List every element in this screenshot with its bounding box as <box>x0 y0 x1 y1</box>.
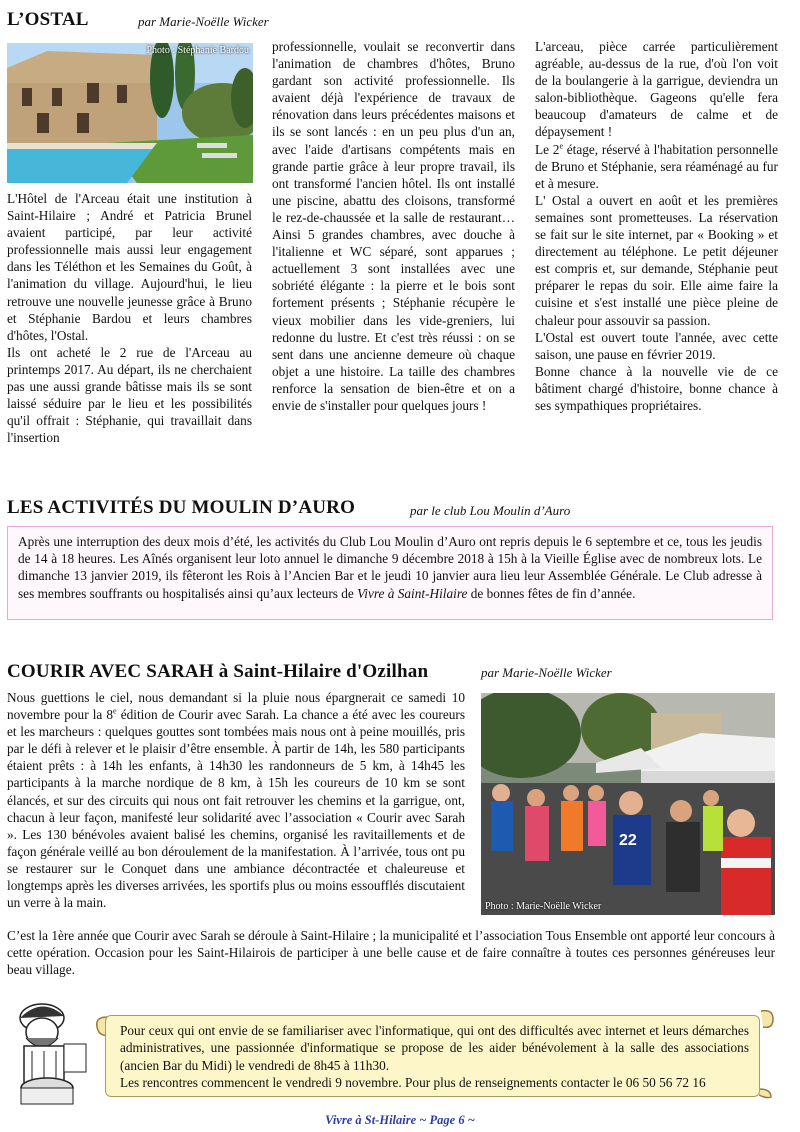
ostal-col3-para5: Bonne chance à la nouvelle vie de ce bâtiment chargé d'histoire, bonne chance à ses sympathiques propriétaires. <box>535 363 778 413</box>
ostal-col3-para2: Le 2e étage, réservé à l'habitation personnelle de Bruno et Stéphanie, sera réaménagé au fur et à mesure. <box>535 141 778 191</box>
moulin-text-italic: Vivre à Saint-Hilaire <box>357 585 468 601</box>
moulin-title: LES ACTIVITÉS DU MOULIN D’AURO <box>7 497 356 518</box>
notice-scroll <box>95 1007 775 1099</box>
notice-text-2: Les rencontres commencent le vendredi 9 novembre. Pour plus de renseignements contacter le 06 50 56 72 16 <box>120 1074 706 1090</box>
ostal-column-1 <box>7 190 252 446</box>
sarah-title: COURIR AVEC SARAH à Saint-Hilaire d'Ozilhan <box>7 661 429 682</box>
sarah-byline: par Marie-Noëlle Wicker <box>481 665 612 680</box>
ostal-col3-para4: L'Ostal est ouvert toute l'année, avec cette saison, une pause en février 2019. <box>535 329 778 362</box>
moulin-text: Après une interruption des deux mois d’été, les activités du Club Lou Moulin d’Auro ont repris depuis le 6 septembre et ce, tous les jeudis de 14 à 18 heures. Les Aînés organisent leur loto annuel le dimanche 9 décembre 2018 à 15h à la Vieille Église avec de nombreux lots. Le dimanche 13 janvier 2019, ils fêteront les Rois à l’Ancien Bar et le jeudi 10 janvier aura lieu leur Assemblée Générale. Le Club adresse à ses membres souffrants ou hospitalisés ainsi qu’aux lecteurs de <box>18 534 762 601</box>
sarah-para2: C’est la 1ère année que Courir avec Sarah se déroule à Saint-Hilaire ; la municipalité et l’association Tous Ensemble ont apporté leur concours à cette opération. Occasion pour les Saint-Hilairois de participer à une belle cause et de faire connaître à toutes ces personnes généreuses leur beau village. <box>7 928 775 978</box>
ostal-col2-text: professionnelle, voulait se reconvertir dans l'animation de chambres d'hôtes, Bruno gardant son activité professionnelle. Ils avaient déjà l'expérience de travaux de rénovation dans leurs précédentes maisons et ils se sont lancés : en un peu plus d'un an, avec l'aide d'artisans compétents mais en grande partie grâce à leur propre travail, ils ont transformé l'ancien hôtel. Ils ont installé une piscine, abattu des cloisons, transformé le rez-de-chaussée et la salle de restaurant… Ainsi 5 grandes chambres, avec douche à l'italienne et WC séparé, sont apparues ; actuellement 3 sont installées avec une sobriété élégante : la pierre et le bois sont fortement présents ; Stéphanie récupère le vieux mobilier dans les vide-greniers, lui redonne du lustre. Et c'est très réussi : on se sent dans une ancienne demeure où chaque objet a une histoire. La taille des chambres renforce la sensation de bien-être et on a envie de s'installer pour quelques jours ! <box>272 39 515 413</box>
moulin-box <box>7 526 773 620</box>
page-footer: Vivre à St-Hilaire ~ Page 6 ~ <box>325 1113 475 1127</box>
ostal-photo <box>7 43 253 183</box>
notice-text-1: Pour ceux qui ont envie de se familiariser avec l'informatique, qui ont des difficultés avec internet et leurs démarches administratives, une passionnée d'informatique se propose de les aider bénévolement à la salle des associations (ancien Bar du Midi) le vendredi de 8h45 à 11h30. <box>120 1023 749 1073</box>
notice-text-box <box>105 1015 760 1097</box>
sarah-para1: Nous guettions le ciel, nous demandant si la pluie nous épargnerait ce samedi 10 novembre pour la 8e édition de Courir avec Sarah. La chance a été avec les coureurs et les marcheurs : quelques gouttes sont tombées mais nous ont à peine mouillés, pris par le défi à relever et le plaisir d’être ensemble. À partir de 14h, les 580 participants étaient prêts : à 14h les enfants, à 14h30 les randonneurs de 5 km, à 14h45 les participants à la marche nordique de 8 km, à 15h les coureurs de 10 km se sont élancés, et sur des circuits qui nous ont fait retrouver les chemins et la garrigue, ont, chacun à leur façon, manifesté leur solidarité avec l’association « Courir avec Sarah ». Les 130 bénévoles avaient balisé les chemins, organisé les ravitaillements et de façon générale veillé au bon déroulement de la manifestation. À l’arrivée, tous ont pu se restaurer sur le Conquet dans une ambiance décontractée et chaleureuse et longtemps après les diverses arrivées, les sportifs plus ou moins essoufflés discutaient un verre à la main. <box>7 690 465 911</box>
ostal-col1-para2: Ils ont acheté le 2 rue de l'Arceau au printemps 2017. Au départ, ils ne cherchaient pas une aussi grande bâtisse mais ils se sont laissé séduire par le lieu et les possibilités qu'il offrait : Stéphanie, qui travaillait dans l'insertion <box>7 344 252 446</box>
sarah-photo <box>481 693 775 915</box>
ostal-col1-para1: L'Hôtel de l'Arceau était une institution à Saint-Hilaire ; André et Patricia Brunel avaient participé, par leur activité professionnelle mais aussi leur engagement dans les Téléthon et les Semaines du Goût, à l'animation du village. Aujourd'hui, le lieu retrouve une nouvelle jeunesse grâce à Bruno et Stéphanie Bardou et leurs chambres d'hôtes, l'Ostal. <box>7 191 252 343</box>
ostal-column-3 <box>535 38 778 414</box>
ostal-column-2 <box>272 38 515 414</box>
ostal-title: L’OSTAL <box>7 9 89 30</box>
mascot-drawing <box>2 996 94 1108</box>
ostal-byline: par Marie-Noëlle Wicker <box>138 14 269 29</box>
sarah-photo-credit: Photo : Marie-Noëlle Wicker <box>485 901 602 912</box>
moulin-byline: par le club Lou Moulin d’Auro <box>410 503 571 518</box>
ostal-col3-para3: L' Ostal a ouvert en août et les premières semaines sont prometteuses. La réservation se fait sur le site internet, par « Booking » et directement au téléphone. Le petit déjeuner est compris et, sur demande, Stéphanie peut préparer le repas du soir. Elle aime faire la cuisine et s'est installé une pièce pleine de chaleur pour assouvir sa passion. <box>535 192 778 328</box>
moulin-text-end: de bonnes fêtes de fin d’année. <box>467 585 636 601</box>
ostal-col3-para1: L'arceau, pièce carrée particulièrement agréable, au-dessus de la rue, d'où l'on voit de la boulangerie à la garrigue, deviendra un salon-bibliothèque. Gageons qu'elle fera beaucoup d'amateurs de calme et de dépaysement ! <box>535 39 778 140</box>
runner-bib-number: 22 <box>619 832 637 849</box>
ostal-photo-credit: Photo : Stéphanie Bardou <box>146 45 249 56</box>
